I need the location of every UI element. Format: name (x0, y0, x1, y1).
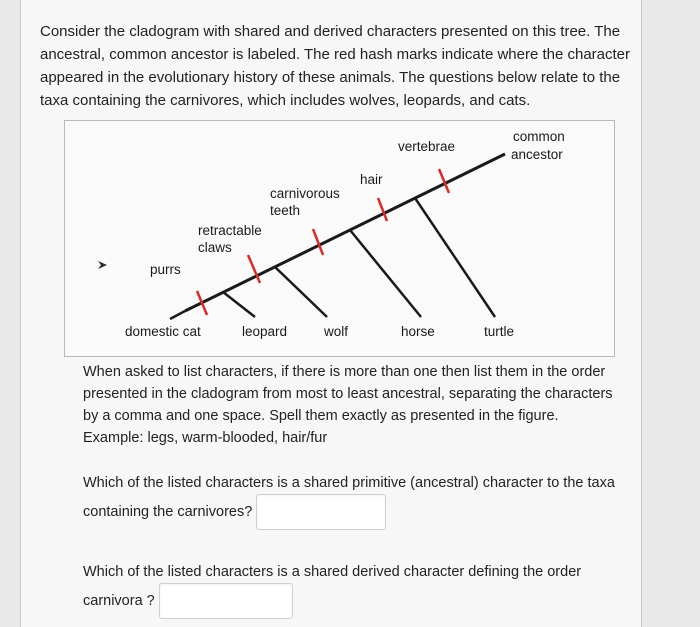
branch-horse (350, 230, 421, 317)
branch-turtle (415, 198, 495, 317)
label-retractable-line2: claws (198, 240, 232, 255)
branch-domestic-cat (170, 311, 185, 319)
cladogram-figure (64, 120, 615, 357)
intro-text: Consider the cladogram with shared and derived characters presented on this tree. The ancestral, common ancestor is labeled. The red hash marks indicate where the character appeared in the evolutionary history of these animals. The questions below relate to the taxa containing the carnivores, which includes wolves, leopards, and cats. (40, 23, 631, 109)
label-purrs: purrs (150, 262, 181, 277)
question-2 (83, 561, 643, 619)
instructions-text: When asked to list characters, if there is more than one then list them in the order presented in the cladogram from most to least ancestral, separating the characters by a comma and one space. Spell them exactly as presented in the figure. Example: legs, warm-blooded, hair/fur (83, 364, 613, 446)
label-hair: hair (360, 172, 383, 187)
label-common: common (513, 129, 565, 144)
cladogram-svg (65, 121, 614, 356)
label-ancestor: ancestor (511, 147, 563, 162)
taxon-domestic-cat: domestic cat (125, 324, 201, 339)
taxon-wolf: wolf (324, 324, 349, 339)
label-retractable-line1: retractable (198, 223, 262, 238)
answer-input-2[interactable] (159, 583, 293, 619)
taxon-leopard: leopard (242, 324, 288, 339)
question-2-text: Which of the listed characters is a shared derived character defining the order carnivora ? (83, 564, 582, 609)
question-1 (83, 472, 643, 530)
taxon-turtle: turtle (484, 324, 515, 339)
label-carnivorous-line2: teeth (270, 203, 301, 218)
hash-hair (378, 198, 387, 221)
taxon-horse: horse (401, 324, 435, 339)
branch-leopard (223, 292, 255, 317)
label-carnivorous-line1: carnivorous (270, 186, 340, 201)
branch-wolf (275, 267, 327, 317)
hash-carnivorous-teeth (313, 229, 323, 255)
label-vertebrae: vertebrae (398, 139, 456, 154)
arrow-icon (98, 261, 107, 269)
question-1-text: Which of the listed characters is a shared primitive (ancestral) character to the taxa containing the carnivores? (83, 475, 615, 520)
answer-input-1[interactable] (256, 494, 386, 530)
